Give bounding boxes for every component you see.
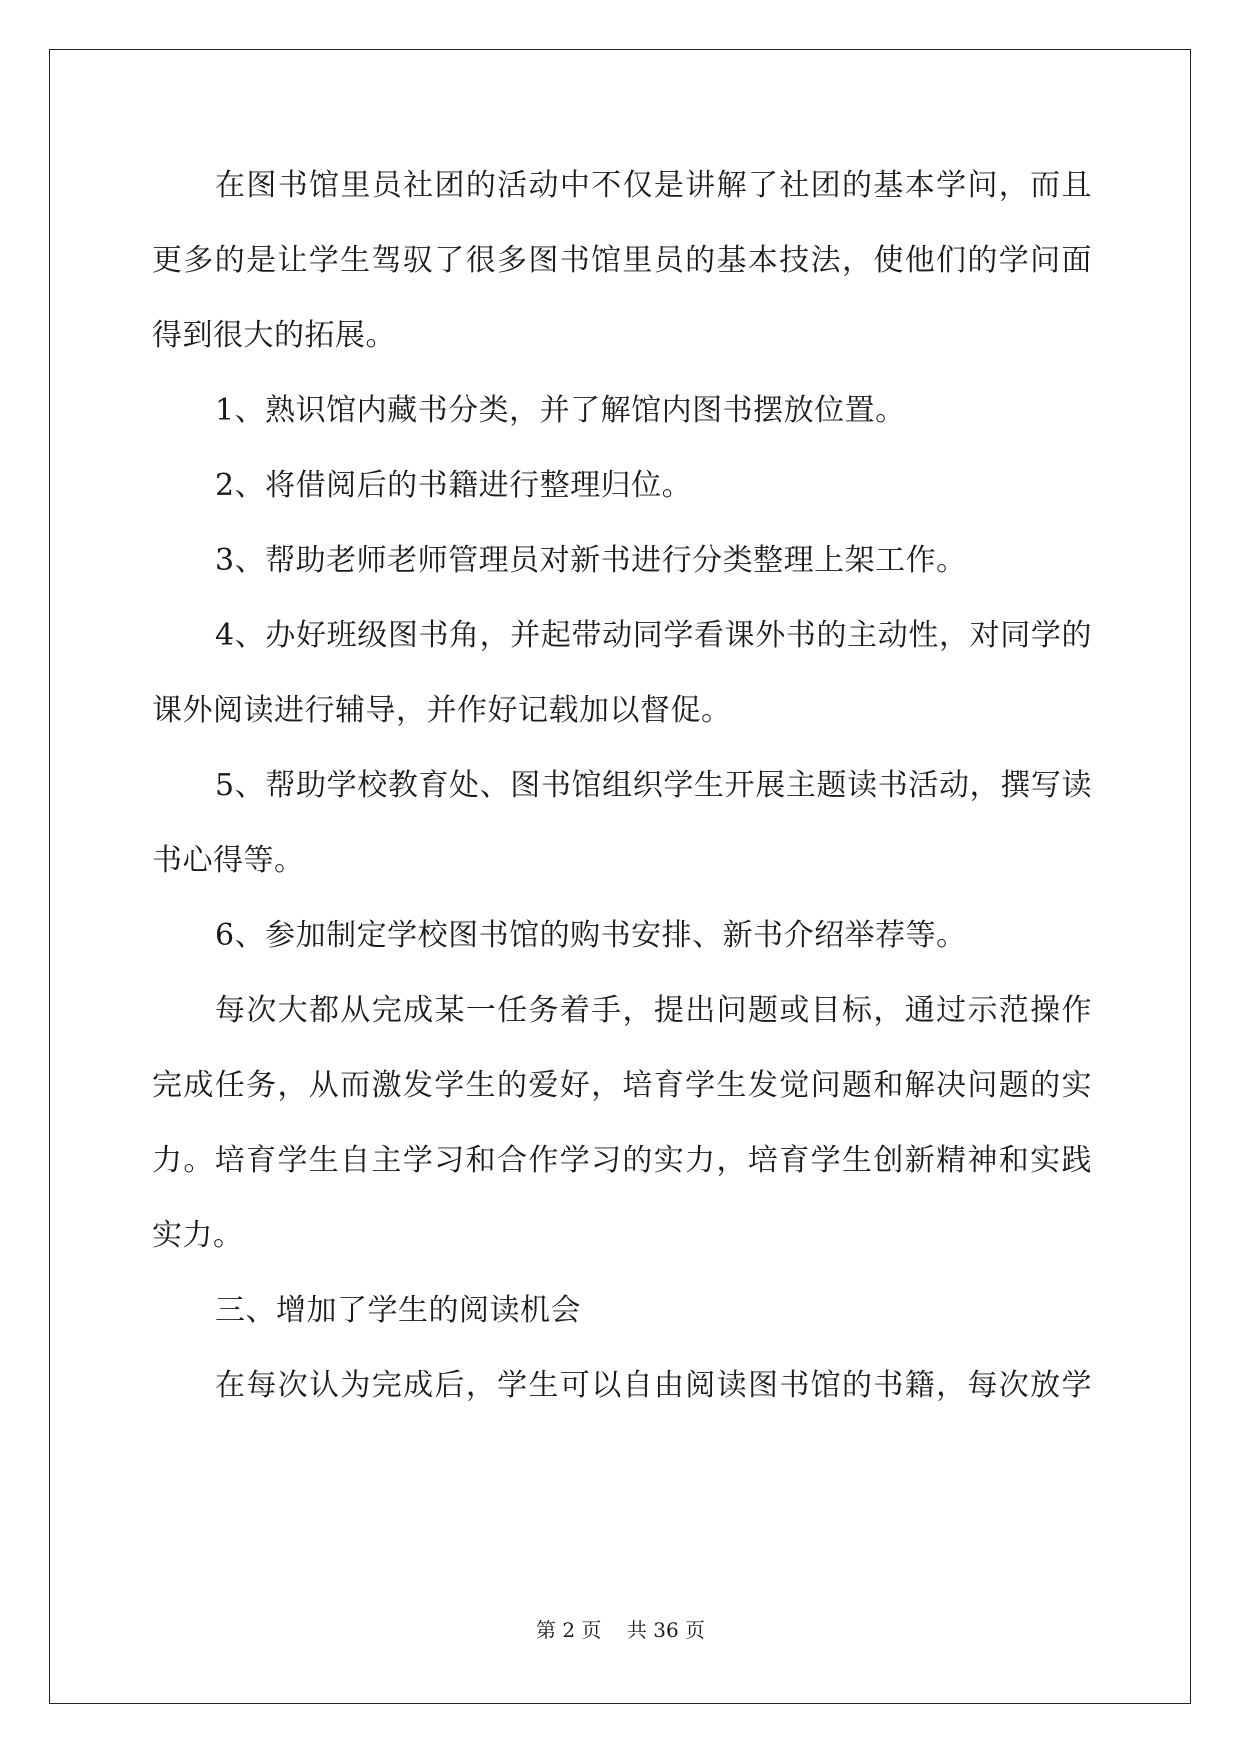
- paragraph-line: 更多的是让学生驾驭了很多图书馆里员的基本技法，使他们的学问面: [152, 243, 1092, 278]
- paragraph-line: 得到很大的拓展。: [152, 318, 396, 353]
- paragraph-line: 力。培育学生自主学习和合作学习的实力，培育学生创新精神和实践: [152, 1143, 1092, 1178]
- page-total: 共 36 页: [626, 1618, 706, 1642]
- paragraph-line: 在图书馆里员社团的活动中不仅是讲解了社团的基本学问，而且: [215, 168, 1092, 203]
- list-item: 3、帮助老师老师管理员对新书进行分类整理上架工作。: [215, 543, 967, 578]
- list-item-continuation: 课外阅读进行辅导，并作好记载加以督促。: [152, 693, 732, 728]
- page-number: 第 2 页: [535, 1618, 602, 1642]
- paragraph-line: 实力。: [152, 1218, 244, 1253]
- page-footer: [0, 1618, 1241, 1642]
- section-heading: 三、增加了学生的阅读机会: [215, 1293, 581, 1328]
- list-item-continuation: 书心得等。: [152, 843, 305, 878]
- list-item: 1、熟识馆内藏书分类，并了解馆内图书摆放位置。: [215, 393, 906, 428]
- list-item: 6、参加制定学校图书馆的购书安排、新书介绍举荐等。: [215, 918, 967, 953]
- paragraph-line: 在每次认为完成后，学生可以自由阅读图书馆的书籍，每次放学: [215, 1368, 1092, 1403]
- list-item: 4、办好班级图书角，并起带动同学看课外书的主动性，对同学的: [215, 618, 1092, 653]
- paragraph-line: 完成任务，从而激发学生的爱好，培育学生发觉问题和解决问题的实: [152, 1068, 1092, 1103]
- paragraph-line: 每次大都从完成某一任务着手，提出问题或目标，通过示范操作: [215, 993, 1092, 1028]
- list-item: 2、将借阅后的书籍进行整理归位。: [215, 468, 693, 503]
- list-item: 5、帮助学校教育处、图书馆组织学生开展主题读书活动，撰写读: [215, 768, 1092, 803]
